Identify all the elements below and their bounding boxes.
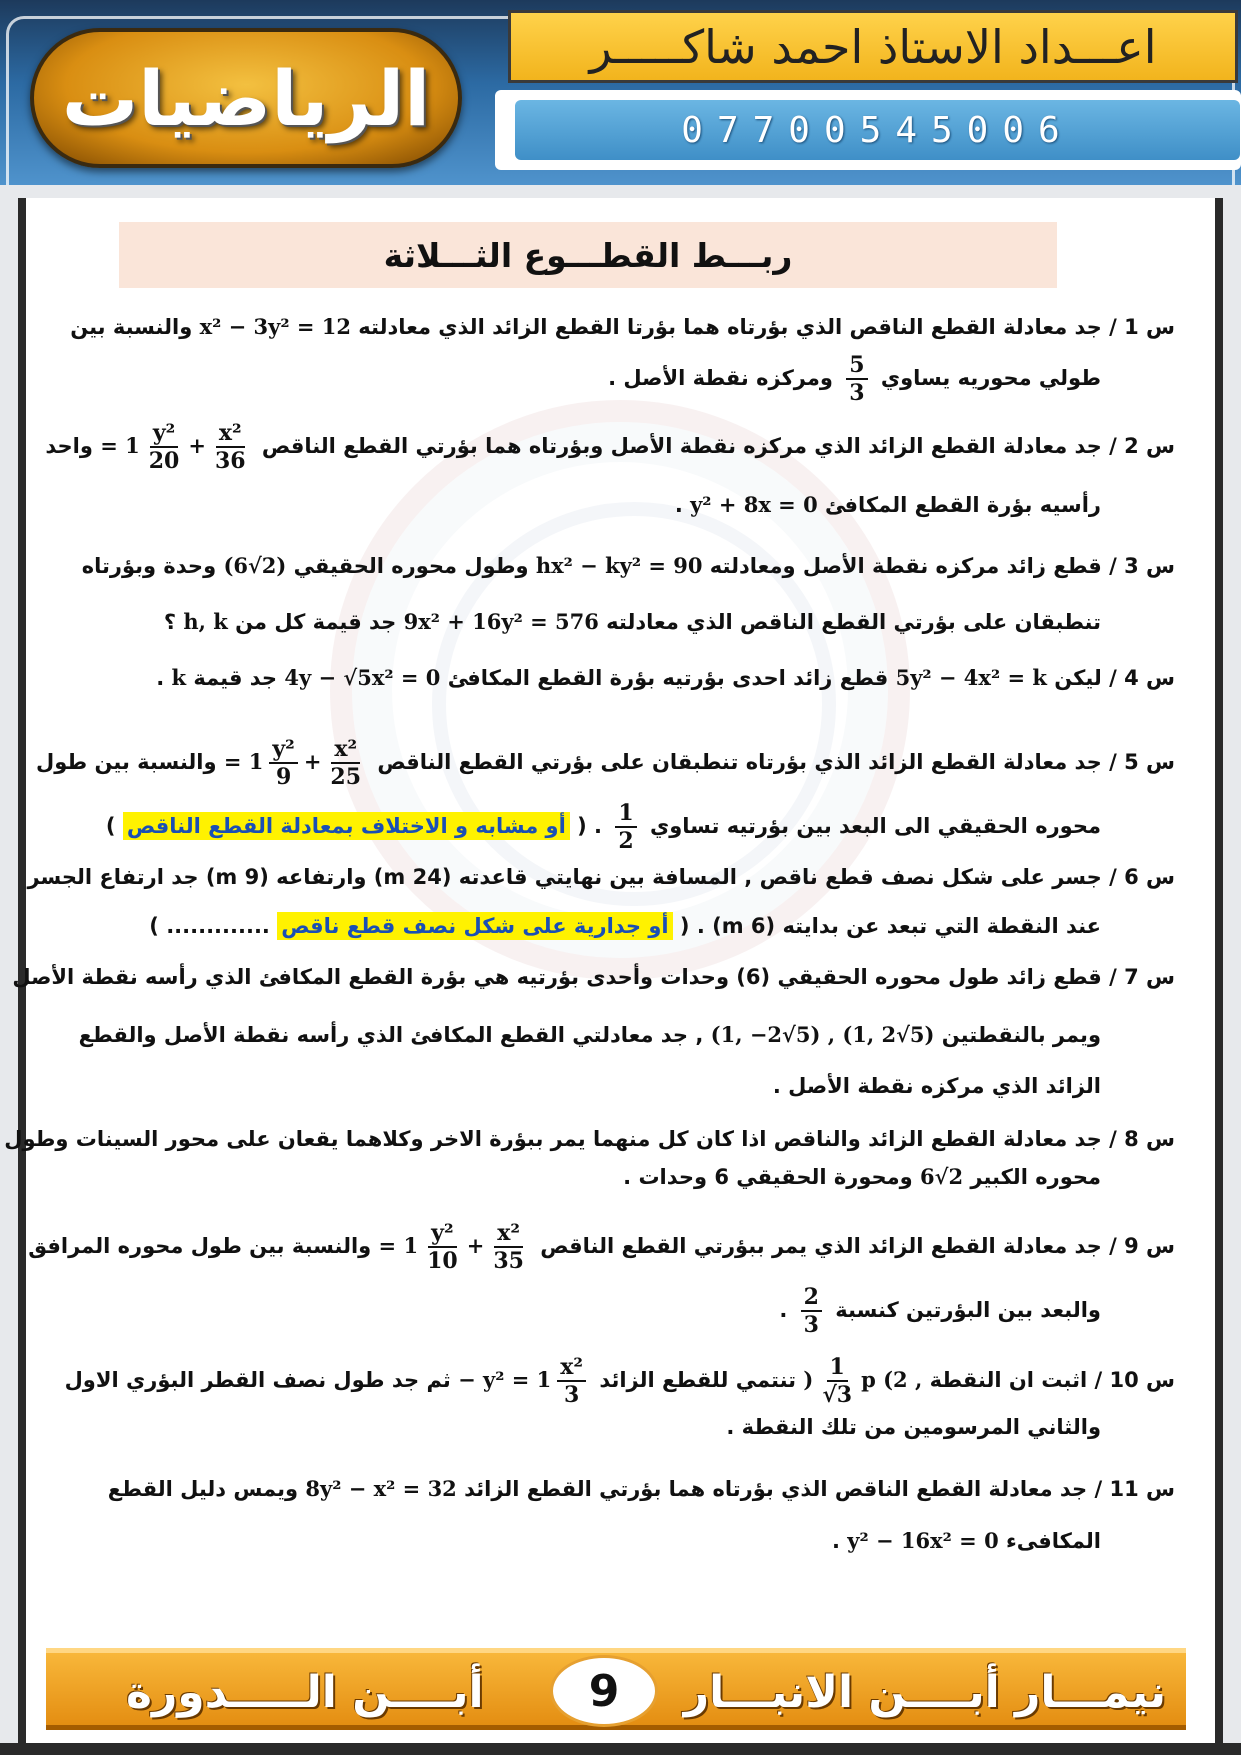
q3-hyperbola-equation: hx² − ky² = 90 (535, 553, 703, 578)
fraction-denominator: 3 (563, 1382, 580, 1408)
q5-fraction-y (269, 736, 297, 790)
q10-text-end: ثم جد طول نصف القطر البؤري الاول (64, 1368, 459, 1392)
q3-axis-length: (6√2) (223, 553, 287, 578)
question-9-line-2 (779, 1284, 1101, 1338)
q7-text-2-end: , جد معادلتي القطع المكافئ الذي رأسه نقطة الأصل والقطع (78, 1023, 711, 1047)
page-number: 9 (550, 1655, 658, 1727)
q5-text-2: محوره الحقيقي الى البعد بين بؤرتيه تساوي (642, 814, 1101, 838)
question-5-line-2 (106, 800, 1101, 854)
question-1-line-1 (70, 312, 1175, 342)
q3-unknowns: h, k (183, 609, 228, 634)
fraction-denominator: 3 (849, 380, 865, 406)
q11-text-2: المكافىء (998, 1529, 1101, 1553)
q7-text-3: الزائد الذي مركزه نقطة الأصل . (772, 1074, 1101, 1098)
q10-hyperbola-equation-rest: − y² = 1 (458, 1367, 552, 1392)
q4-parabola-equation: 4y − √5x² = 0 (284, 665, 441, 690)
q3-text-2-end: ؟ (163, 610, 184, 634)
plus-sign: + (188, 433, 206, 458)
q4-text: س 4 / ليكن (1046, 666, 1175, 690)
q1-text-2-end: ومركزه نقطة الأصل . (608, 366, 841, 390)
fraction-numerator: 2 (801, 1284, 822, 1312)
q9-fraction-x (490, 1220, 527, 1274)
q3-text: س 3 / قطع زائد مركزه نقطة الأصل ومعادلته (702, 554, 1175, 578)
question-3-line-1 (82, 551, 1175, 581)
fraction-denominator: √3 (822, 1382, 853, 1408)
fraction-numerator: y² (150, 420, 178, 448)
author-name: اعـــداد الاستاذ احمد شاكـــــر (589, 19, 1157, 74)
q10-point-close: ) (803, 1367, 814, 1392)
q4-text-mid-2: جد قيمة (186, 666, 285, 690)
fraction-numerator: x² (494, 1220, 523, 1248)
q9-text-2-end: . (779, 1298, 795, 1322)
q5-text-2-end: ) (105, 814, 123, 838)
question-10-line-1 (65, 1354, 1175, 1408)
q5-ratio-fraction (615, 800, 636, 854)
question-11-line-2 (832, 1526, 1101, 1556)
q3-text-mid: وطول محوره الحقيقي (286, 554, 536, 578)
q10-text-2: والثاني المرسومين من تلك النقطة . (726, 1415, 1101, 1439)
q3-text-2-mid: جد قيمة كل من (227, 610, 404, 634)
q8-text-2: محوره الكبير (963, 1165, 1101, 1189)
equals-one: = 1 (223, 749, 264, 774)
fraction-denominator: 20 (148, 448, 180, 474)
bottom-border (0, 1743, 1241, 1755)
phone-number: 07700545006 (681, 109, 1074, 151)
fraction-numerator: x² (557, 1354, 586, 1382)
fraction-numerator: 1 (827, 1354, 848, 1382)
q4-unknown: k (171, 665, 187, 690)
question-2-line-2 (675, 490, 1101, 520)
q2-parabola-equation: y² + 8x = 0 (690, 492, 818, 517)
q6-highlight-note: أو جدارية على شكل نصف قطع ناقص (277, 912, 672, 940)
q2-fraction-y (146, 420, 183, 474)
q2-text-2-end: . (674, 493, 691, 517)
q10-fraction-x (557, 1354, 586, 1408)
q6-text: س 6 / جسر على شكل نصف قطع ناقص , المسافة بين نهايتي قاعدته (24 m) وارتفاعه (9 m) جد ارتفاع الجسر (27, 865, 1175, 889)
q1-text-end: والنسبة بين (70, 315, 200, 339)
fraction-numerator: y² (269, 736, 297, 764)
fraction-numerator: x² (216, 420, 245, 448)
fraction-denominator: 2 (618, 828, 634, 854)
q11-text-end: ويمس دليل القطع (107, 1477, 306, 1501)
q8-axis-length: 6√2 (920, 1164, 964, 1189)
question-4-line-1 (156, 663, 1175, 693)
q1-text: س 1 / جد معادلة القطع الناقص الذي بؤرتاه هما بؤرتا القطع الزائد الذي معادلته (350, 315, 1175, 339)
q4-text-mid: قطع زائد احدى بؤرتيه بؤرة القطع المكافئ (440, 666, 896, 690)
q9-ratio-fraction (801, 1284, 822, 1338)
q3-text-end: وحدة وبؤرتاه (81, 554, 224, 578)
q5-fraction-x (327, 736, 364, 790)
equals-one: = 1 (378, 1233, 419, 1258)
q5-highlight-note: أو مشابه و الاختلاف بمعادلة القطع الناقص (123, 812, 570, 840)
question-6-line-2 (149, 911, 1101, 941)
q2-text-end: واحد (45, 434, 101, 458)
fraction-numerator: y² (428, 1220, 456, 1248)
q10-text: س 10 / اثبت ان النقطة (922, 1368, 1175, 1392)
question-9-line-1 (28, 1220, 1175, 1274)
fraction-numerator: 5 (846, 352, 867, 380)
q1-equation: x² − 3y² = 12 (199, 314, 351, 339)
author-banner (508, 10, 1238, 83)
question-7-line-2 (79, 1020, 1101, 1050)
q1-ratio-fraction (846, 352, 867, 406)
q10-point-fraction (819, 1354, 855, 1408)
q5-text-2-mid: . ( (569, 814, 610, 838)
fraction-numerator: x² (331, 736, 360, 764)
fraction-numerator: 1 (615, 800, 636, 828)
q11-text: س 11 / جد معادلة القطع الناقص الذي بؤرتاه هما بؤرتي القطع الزائد (456, 1477, 1175, 1501)
plus-sign: + (303, 749, 322, 774)
q7-text-2: ويمر بالنقطتين (934, 1023, 1101, 1047)
q3-ellipse-equation: 9x² + 16y² = 576 (403, 609, 599, 634)
q8-text: س 8 / جد معادلة القطع الزائد والناقص اذا كان كل منهما يمر ببؤرة الاخر وكلاهما يقعان على محور السينات وطول (4, 1127, 1175, 1151)
q4-hyperbola-equation: 5y² − 4x² = k (895, 665, 1047, 690)
fraction-denominator: 36 (214, 448, 246, 474)
q9-text-end: والنسبة بين طول محوره المرافق (28, 1234, 379, 1258)
q9-text: س 9 / جد معادلة القطع الزائد الذي يمر ببؤرتي القطع الناقص (532, 1234, 1175, 1258)
q2-text: س 2 / جد معادلة القطع الزائد الذي مركزه نقطة الأصل وبؤرتاه هما بؤرتي القطع الناقص (254, 434, 1175, 458)
fraction-denominator: 35 (493, 1248, 524, 1274)
footer-right-text: نيمـــار أبــــن الانبـــار (683, 1666, 1166, 1718)
q6-text-2: عند النقطة التي تبعد عن بدايته (6 m) . ( (672, 914, 1101, 938)
q3-text-2: تنطبقان على بؤرتي القطع الناقص الذي معادلته (598, 610, 1101, 634)
q8-text-2-end: ومحورة الحقيقي 6 وحدات . (623, 1165, 921, 1189)
subject-logo (30, 28, 462, 168)
q10-point-open: p (2 , (861, 1367, 923, 1392)
worksheet-title-box (119, 222, 1057, 288)
q9-fraction-y (424, 1220, 461, 1274)
q11-text-2-end: . (832, 1529, 848, 1553)
question-10-line-2 (726, 1412, 1101, 1442)
question-3-line-2 (164, 607, 1101, 637)
q11-parabola-equation: y² − 16x² = 0 (847, 1528, 999, 1553)
subject-logo-text: الرياضيات (61, 53, 431, 143)
equals-one: = 1 (100, 433, 140, 458)
page-header (0, 0, 1241, 185)
q4-text-end: . (156, 666, 172, 690)
question-7-line-3 (773, 1071, 1101, 1101)
q7-points: (1, −2√5) , (1, 2√5) (710, 1022, 935, 1047)
fraction-denominator: 10 (427, 1248, 458, 1274)
question-11-line-1 (108, 1474, 1175, 1504)
q6-text-2-end: ............. ) (149, 914, 278, 938)
q7-text: س 7 / قطع زائد طول محوره الحقيقي (6) وحدات وأحدى بؤرتيه هي بؤرة القطع المكافئ الذي رأسه نقطة الأصل (12, 965, 1175, 989)
fraction-denominator: 3 (803, 1312, 819, 1338)
question-2-line-1 (45, 420, 1175, 474)
q5-text-end: والنسبة بين طول (36, 750, 224, 774)
q9-text-2: والبعد بين البؤرتين كنسبة (827, 1298, 1101, 1322)
question-1-line-2 (608, 352, 1101, 406)
phone-banner (515, 100, 1240, 160)
fraction-denominator: 25 (330, 764, 362, 790)
q11-hyperbola-equation: 8y² − x² = 32 (305, 1476, 457, 1501)
question-8-line-1 (4, 1124, 1175, 1154)
q1-text-2: طولي محوريه يساوي (873, 366, 1101, 390)
q2-text-2: رأسيه بؤرة القطع المكافئ (817, 493, 1101, 517)
question-8-line-2 (623, 1162, 1101, 1192)
fraction-denominator: 9 (275, 764, 292, 790)
question-6-line-1 (27, 862, 1175, 892)
question-5-line-1 (36, 736, 1175, 790)
worksheet-title: ربـــط القطـــوع الثـــلاثة (383, 235, 793, 275)
q2-fraction-x (212, 420, 249, 474)
q5-text: س 5 / جد معادلة القطع الزائد الذي بؤرتاه تنطبقان على بؤرتي القطع الناقص (370, 750, 1175, 774)
footer-left-text: أبــــن الـــــدورة (126, 1666, 484, 1718)
question-7-line-1 (12, 962, 1175, 992)
q10-text-mid: تنتمي للقطع الزائد (592, 1368, 804, 1392)
plus-sign: + (466, 1233, 485, 1258)
